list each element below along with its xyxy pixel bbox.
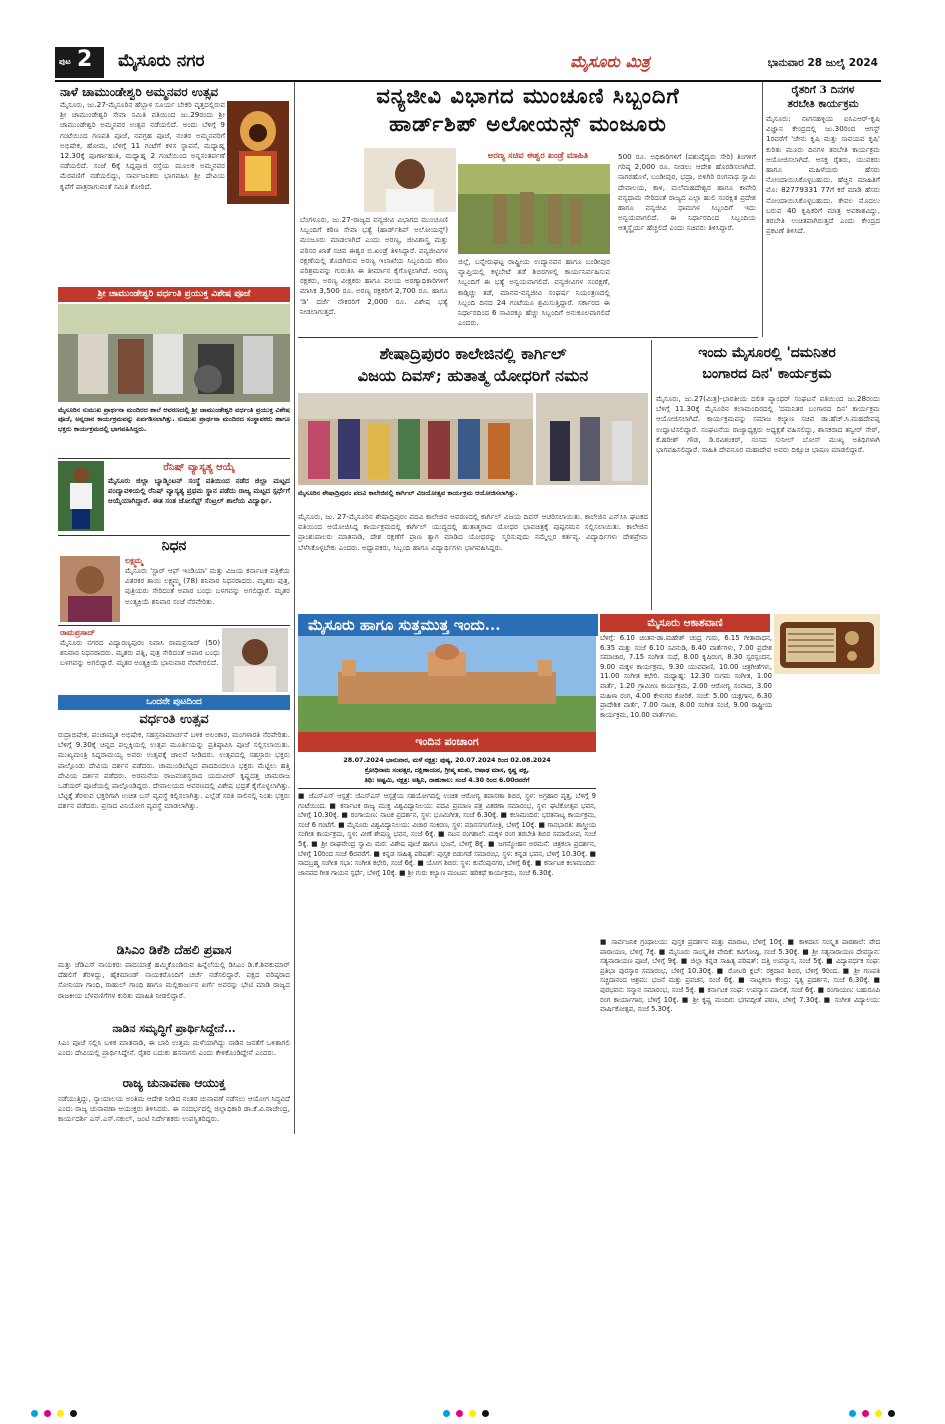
kargil-officials-photo: [536, 393, 648, 485]
kargil-headline-1: ಶೇಷಾದ್ರಿಪುರಂ ಕಾಲೇಜಿನಲ್ಲಿ ಕಾರ್ಗಿಲ್: [379, 344, 567, 363]
cont-story-1: ರುದ್ರಾಭಿಷೇಕ, ಪಂಚಾಮೃತ ಅಭಿಷೇಕ, ಸಹಸ್ರನಾಮಾರ್ಚನೆ ಬಳಿಕ ಅಲಂಕಾರ, ಮಂಗಳಾರತಿ ನೆರವೇರಿತು. ಬೆಳಿಗ್ಗೆ 9.30ಕ್ಕೆ ಚಿನ್ನದ ಪಲ್ಲಕ್ಕಿಯಲ್ಲಿ ಉತ್ಸವ ಮೂರ್ತಿಯನ್ನು ಪ್ರತಿಷ್ಠಾಪಿಸಿ ಪೂಜೆ ಸಲ್ಲಿಸಲಾಯಿತು. ಮುಖ್ಯಮಂತ್ರಿ ಸಿದ್ದರಾಮಯ್ಯ ಅವರು ಉತ್ಸವಕ್ಕೆ ಚಾಲನೆ ನೀಡಿದರು. ಉತ್ಸವದಲ್ಲಿ ಸಹಸ್ರಾರು ಭಕ್ತರು ಪಾಲ್ಗೊಂಡು ದೇವಿಯ ದರ್ಶನ ಪಡೆದರು. ಚಾಮುಂಡಿಬೆಟ್ಟದ ಪಾದದಿಂದಲೂ ಭಕ್ತರು ಮೆಟ್ಟಿಲು ಹತ್ತಿ ದೇವಿಯ ದರ್ಶನ ಪಡೆದರು. ಅರಮನೆಯ ರಾಜವಂಶಸ್ಥರಾದ ಯದುವೀರ್ ಕೃಷ್ಣದತ್ತ ಚಾಮರಾಜ ಒಡೆಯರ್ ಪೂಜೆಯಲ್ಲಿ ಪಾಲ್ಗೊಂಡಿದ್ದರು. ದೇವಾಲಯದ ಆವರಣದಲ್ಲಿ ವಿಶೇಷ ಭದ್ರತೆ ಕೈಗೊಳ್ಳಲಾಗಿತ್ತು. ಬೆಟ್ಟಕ್ಕೆ ತೆರಳುವ ಭಕ್ತರಿಗಾಗಿ ಉಚಿತ ಬಸ್ ವ್ಯವಸ್ಥೆ ಕಲ್ಪಿಸಲಾಗಿತ್ತು. ಎಲ್ಲೆಡೆ ಸರತಿ ಸಾಲಿನಲ್ಲಿ ನಿಂತು ಭಕ್ತರು ದರ್ಶನ ಪಡೆದರು. ಪ್ರಸಾದ ವಿನಿಯೋಗ ವ್ಯವಸ್ಥೆ ಮಾಡಲಾಗಿತ್ತು.: [58, 730, 290, 811]
radio-header: ಮೈಸೂರು ಆಕಾಶವಾಣಿ: [600, 614, 770, 632]
minister-photo: [364, 148, 456, 212]
caption-puja: ಮೈಸೂರಿನ ಸುಮುಖ ಪ್ರಾರ್ಥನಾ ಮಂದಿರದ ಶಾಲೆ ಆವರಣದಲ್ಲಿ ಶ್ರೀ ಚಾಮುಂಡೇಶ್ವರಿ ವರ್ಧಂತಿ ಪ್ರಯುಕ್ತ ವಿಶೇಷ ಪೂಜೆ, ಅನ್ನದಾನ ಕಾರ್ಯಕ್ರಮವನ್ನು ಏರ್ಪಡಿಸಲಾಗಿತ್ತು. ಸುಮುಖ ಪ್ರಾರ್ಥನಾ ಮಂದಿರದ ಸಂಸ್ಥಾಪಕರು ಹಾಗೂ ಭಕ್ತರು ಕಾರ್ಯಕ್ರಮದಲ್ಲಿ ಭಾಗವಹಿಸಿದ್ದರು.: [58, 406, 290, 433]
damanitara-headline-2: ಬಂಗಾರದ ದಿನ' ಕಾರ್ಯಕ್ರಮ: [702, 366, 832, 382]
palace-photo: [298, 636, 596, 732]
info-section-header: ಮೈಸೂರು ಹಾಗೂ ಸುತ್ತಮುತ್ತ ಇಂದು...: [298, 614, 598, 636]
kargil-story: ಮೈಸೂರು, ಜು. 27-ಮೈಸೂರಿನ ಶೇಷಾದ್ರಿಪುರಂ ಪದವಿ ಕಾಲೇಜಿನ ಆವರಣದಲ್ಲಿ ಕಾರ್ಗಿಲ್ ವಿಜಯ ದಿವಸ್ ಆಚರಿಸಲಾಯಿತು. ಕಾಲೇಜಿನ ಎನ್‌ಸಿಸಿ ಘಟಕದ ವತಿಯಿಂದ ಆಯೋಜಿಸಿದ್ದ ಕಾರ್ಯಕ್ರಮದಲ್ಲಿ ಕಾರ್ಗಿಲ್ ಯುದ್ಧದಲ್ಲಿ ಹುತಾತ್ಮರಾದ ಯೋಧರ ಭಾವಚಿತ್ರಕ್ಕೆ ಪುಷ್ಪನಮನ ಸಲ್ಲಿಸಲಾಯಿತು. ಕಾಲೇಜಿನ ಪ್ರಾಂಶುಪಾಲರು ಮಾತನಾಡಿ, ದೇಶ ರಕ್ಷಣೆಗೆ ಪ್ರಾಣ ತ್ಯಾಗ ಮಾಡಿದ ಯೋಧರನ್ನು ಸ್ಮರಿಸುವುದು ನಮ್ಮೆಲ್ಲರ ಕರ್ತವ್ಯ. ವಿದ್ಯಾರ್ಥಿಗಳು ದೇಶಪ್ರೇಮ ಬೆಳೆಸಿಕೊಳ್ಳಬೇಕು ಎಂದರು. ಅಧ್ಯಾಪಕರು, ಸಿಬ್ಬಂದಿ ಹಾಗೂ ವಿದ್ಯಾರ್ಥಿಗಳು ಭಾಗವಹಿಸಿದ್ದರು.: [298, 512, 648, 552]
cont-story-4: ನಡೆಯುತ್ತಿದ್ದು, ನ್ಯಾಯಾಲಯ ಅಂತಿಮ ಆದೇಶ ನೀಡಿದ ನಂತರ ಚುನಾವಣೆ ನಡೆಸಲು ಆಯೋಗ ಸಿದ್ಧವಿದೆ ಎಂದು ರಾಜ್ಯ ಚುನಾವಣಾ ಆಯುಕ್ತರು ತಿಳಿಸಿದರು. ಈ ಸಂದರ್ಭದಲ್ಲಿ ಜಿಲ್ಲಾಧಿಕಾರಿ ಡಾ.ಕೆ.ವಿ.ರಾಜೇಂದ್ರ, ಕಾರ್ಯದರ್ಶಿ ಎಸ್.ಎಸ್.ನಕುಲ್, ಜಂಟಿ ನಿರ್ದೇಶಕರು ಉಪಸ್ಥಿತರಿದ್ದರು.: [58, 1094, 290, 1124]
obit2-body: ಮೈಸೂರು ನಗರದ ವಿದ್ಯಾರಣ್ಯಪುರಂ ನಿವಾಸಿ ರಾಮಪ್ರಸಾದ್ (50) ಶನಿವಾರ ನಿಧನರಾದರು. ಮೃತರು ಪತ್ನಿ, ಪುತ್ರ ಸೇರಿದಂತೆ ಅಪಾರ ಬಂಧು ಬಳಗವನ್ನು ಅಗಲಿದ್ದಾರೆ. ಮೃತರ ಅಂತ್ಯಕ್ರಿಯೆ ಭಾನುವಾರ ನೆರವೇರಲಿದೆ.: [60, 638, 220, 668]
lead-body-col3: 500 ರೂ. ಅಧಿಕಾರಿಗಳಿಗೆ (ಪಶುವೈದ್ಯರು ಸೇರಿ) ತಿಂಗಳಿಗೆ ಗರಿಷ್ಠ 2,000 ರೂ. ನೀಡಲು ಆದೇಶ ಹೊರಡಿಸಲಾಗಿದೆ. ನಾಗರಹೊಳೆ, ಬಂಡೀಪುರ, ಭದ್ರಾ, ಬಿಳಿಗಿರಿ ರಂಗನಾಥ ಸ್ವಾಮಿ ದೇವಾಲಯ, ಕಾಳಿ, ಮಲೆಮಹದೇಶ್ವರ ಹಾಗೂ ಕಾವೇರಿ ವನ್ಯಧಾಮ ಸೇರಿದಂತೆ ರಾಜ್ಯದ ಎಲ್ಲಾ ಹುಲಿ ಸಂರಕ್ಷಿತ ಪ್ರದೇಶ ಹಾಗೂ ವನ್ಯಜೀವಿ ಧಾಮಗಳ ಸಿಬ್ಬಂದಿಗೆ ಇದು ಅನ್ವಯವಾಗಲಿದೆ. ಈ ನಿರ್ಧಾರದಿಂದ ಸಿಬ್ಬಂದಿಯ ಆತ್ಮಸ್ಥೈರ್ಯ ಹೆಚ್ಚಲಿದೆ ಎಂದು ಸಚಿವರು ತಿಳಿಸಿದ್ದಾರೆ.: [618, 152, 756, 233]
kargil-caption: ಮೈಸೂರಿನ ಶೇಷಾದ್ರಿಪುರಂ ಪದವಿ ಕಾಲೇಜಿನಲ್ಲಿ ಕಾರ್ಗಿಲ್ ವಿಜಯೋತ್ಸವ ಕಾರ್ಯಕ್ರಮ ಆಯೋಜಿಸಲಾಗಿತ್ತು.: [298, 489, 518, 497]
lead-headline-2: ಹಾರ್ಡ್‌ಶಿಪ್ ಅಲೋಯನ್ಸ್ ಮಂಜೂರು: [389, 111, 667, 136]
rule: [58, 625, 290, 626]
rule: [58, 458, 290, 459]
story-renish: ಮೈಸೂರು ಜಿಲ್ಲಾ ಬ್ಯಾಡ್ಮಿಂಟನ್ ಸಂಸ್ಥೆ ವತಿಯಿಂದ ನಡೆದ ಜಿಲ್ಲಾ ಮಟ್ಟದ ಪಂದ್ಯಾವಳಿಯಲ್ಲಿ ರೆನಿಷ್ ವ್ಯಾಸ್ಯತ್ಯ ಪ್ರಥಮ ಸ್ಥಾನ ಪಡೆದು ರಾಜ್ಯ ಮಟ್ಟದ ಸ್ಪರ್ಧೆಗೆ ಆಯ್ಕೆಯಾಗಿದ್ದಾರೆ. ಈತ ಸಂತ ಜೋಸೆಫ್ಸ್ ಸೆಂಟ್ರಲ್ ಶಾಲೆಯ ವಿದ್ಯಾರ್ಥಿ.: [108, 476, 290, 506]
obit2-name: ರಾಮಪ್ರಸಾದ್: [60, 628, 95, 637]
continued-banner: ಒಂದನೇ ಪುಟದಿಂದ: [58, 695, 290, 710]
column-rule-right: [762, 82, 763, 337]
panchanga-line1: 28.07.2024 ಭಾನುವಾರ, ಮಳೆ ನಕ್ಷತ್ರ: ಪುಷ್ಯ, 20.07.2024 ರಿಂದ 02.08.2024: [343, 756, 551, 764]
obituary-title: ನಿಧನ: [161, 538, 187, 554]
panchanga-line3: ತಿಥಿ: ಅಷ್ಟಮಿ, ನಕ್ಷತ್ರ: ಅಶ್ವಿನಿ, ರಾಹುಕಾಲ: ಸಂಜೆ 4.30 ರಿಂದ 6.00ರವರೆಗೆ: [364, 776, 530, 784]
page-number-box: [55, 47, 104, 78]
badminton-photo: [58, 461, 104, 531]
puja-photo: [58, 304, 290, 402]
column-rule-left: [294, 82, 295, 1134]
training-headline-1: ರೈತರಿಗೆ 3 ದಿನಗಳ: [791, 84, 855, 96]
story-utsava: ಮೈಸೂರು, ಜು.27-ಮೈಸೂರಿನ ಹೆಬ್ಬಾಳ ಸೂರ್ಯ ಬೇಕರಿ ವೃತ್ತದಲ್ಲಿರುವ ಶ್ರೀ ಚಾಮುಂಡೇಶ್ವರಿ ಸೇವಾ ಸಮಿತಿ ವತಿಯಿಂದ ಜು.29ರಂದು ಶ್ರೀ ಚಾಮುಂಡೇಶ್ವರಿ ಅಮ್ಮನವರ ಉತ್ಸವ ನಡೆಯಲಿದೆ. ಅಂದು ಬೆಳಿಗ್ಗೆ 9 ಗಂಟೆಯಿಂದ ಗಣಪತಿ ಪೂಜೆ, ನವಗ್ರಹ ಪೂಜೆ, ನಂತರ ಅಮ್ಮನವರಿಗೆ ಅಭಿಷೇಕ, ಹೋಮ, ಬೆಳಿಗ್ಗೆ 11 ಗಂಟೆಗೆ ಕಳಸ ಸ್ಥಾಪನೆ, ಮಧ್ಯಾಹ್ನ 12.30ಕ್ಕೆ ಪೂರ್ಣಾಹುತಿ, ಮಧ್ಯಾಹ್ನ 2 ಗಂಟೆಯಿಂದ ಅನ್ನಸಂತರ್ಪಣೆ ನಡೆಯಲಿದೆ. ಸಂಜೆ 6ಕ್ಕೆ ಸಿದ್ದಪ್ಪಾಜಿ ರಸ್ತೆಯ ಮೂಲಕ ಅಮ್ಮನವರ ಮೆರವಣಿಗೆ ನಡೆಯಲಿದ್ದು, ಸಾರ್ವಜನಿಕರು ಭಾಗವಹಿಸಿ ಶ್ರೀ ದೇವಿಯ ಕೃಪೆಗೆ ಪಾತ್ರರಾಗುವಂತೆ ಸಮಿತಿ ಕೋರಿದೆ.: [60, 100, 225, 191]
training-story: ಮೈಸೂರು: ನಾಗನಹಳ್ಳಿಯ ಐಸಿಎಆರ್-ಕೃಷಿ ವಿಜ್ಞಾನ ಕೇಂದ್ರದಲ್ಲಿ ಜು.30ರಿಂದ ಆಗಸ್ಟ್ 1ರವರೆಗೆ 'ಜೇನು ಕೃಷಿ ಮತ್ತು ಸಾವಯವ ಕೃಷಿ' ಕುರಿತು ಮೂರು ದಿನಗಳ ತರಬೇತಿ ಕಾರ್ಯಕ್ರಮ ಆಯೋಜಿಸಲಾಗಿದೆ. ಆಸಕ್ತ ರೈತರು, ಯುವಕರು ಹಾಗೂ ಮಹಿಳೆಯರು ಹೆಸರು ನೋಂದಾಯಿಸಿಕೊಳ್ಳಬಹುದು. ಹೆಚ್ಚಿನ ಮಾಹಿತಿಗೆ ಮೊ: 82779331 77ಗೆ ಕರೆ ಮಾಡಿ ಹೆಸರು ನೋಂದಾಯಿಸಿಕೊಳ್ಳಬಹುದು. ಕೇವಲ ಮೊದಲು ಬರುವ 40 ಕೃಷಿಕರಿಗೆ ಮಾತ್ರ ಅವಕಾಶವಿದ್ದು, ತರಬೇತಿ ಉಚಿತವಾಗಿರುತ್ತದೆ ಎಂದು ಕೇಂದ್ರದ ಪ್ರಕಟಣೆ ತಿಳಿಸಿದೆ.: [766, 114, 880, 236]
cont-headline-1: ವರ್ಧಂತಿ ಉತ್ಸವ: [139, 712, 209, 727]
training-headline-2: ತರಬೇತಿ ಕಾರ್ಯಕ್ರಮ: [787, 98, 859, 110]
brand-logo: ಮೈಸೂರು ಮಿತ್ರ: [570, 52, 650, 71]
kargil-headline-2: ವಿಜಯ ದಿವಸ್; ಹುತಾತ್ಮ ಯೋಧರಿಗೆ ನಮನ: [357, 366, 589, 385]
kargil-group-photo: [298, 393, 533, 485]
lead-headline-1: ವನ್ಯಜೀವಿ ವಿಭಾಗದ ಮುಂಚೂಣಿ ಸಿಬ್ಬಂದಿಗೆ: [376, 83, 680, 108]
registration-marks-right: [846, 1402, 898, 1421]
obit1-body: ಮೈಸೂರು 'ಸ್ಟಾರ್ ಆಫ್ ಇಂಡಿಯಾ' ಮತ್ತು ವಿಜಯ ಕರ್ನಾಟಕ ಪತ್ರಿಕೆಯ ವಿತರಕರ ತಾಯಿ ಲಕ್ಷ್ಮಮ್ಮ (78) ಶನಿವಾರ ನಿಧನರಾದರು. ಮೃತರು ಪುತ್ರ, ಪುತ್ರಿಯರು ಸೇರಿದಂತೆ ಅಪಾರ ಬಂಧು ಬಳಗವನ್ನು ಅಗಲಿದ್ದಾರೆ. ಮೃತರ ಅಂತ್ಯಕ್ರಿಯೆ ಶನಿವಾರ ಸಂಜೆ ನೆರವೇರಿತು.: [125, 566, 290, 606]
lower-events-list: ■ ಸಾರ್ವಜನಿಕ ಗ್ರಂಥಾಲಯ: ಪುಸ್ತಕ ಪ್ರದರ್ಶನ ಮತ್ತು ಮಾರಾಟ, ಬೆಳಿಗ್ಗೆ 10ಕ್ಕೆ. ■ ಕಾಳಿದಾಸ ಸಂಸ್ಕೃತ ಪಾಠಶಾಲೆ: ವೇದ ಪಾರಾಯಣ, ಬೆಳಿಗ್ಗೆ 7ಕ್ಕೆ. ■ ಮೈಸೂರು ಸಾಂಸ್ಕೃತಿಕ ವೇದಿಕೆ: ಕವಿಗೋಷ್ಠಿ, ಸಂಜೆ 5.30ಕ್ಕೆ. ■ ಶ್ರೀ ಸತ್ಯನಾರಾಯಣ ದೇವಸ್ಥಾನ: ಸತ್ಯನಾರಾಯಣ ಪೂಜೆ, ಬೆಳಿಗ್ಗೆ 9ಕ್ಕೆ. ■ ಜಿಲ್ಲಾ ಕನ್ನಡ ಸಾಹಿತ್ಯ ಪರಿಷತ್: ದತ್ತಿ ಉಪನ್ಯಾಸ, ಸಂಜೆ 5ಕ್ಕೆ. ■ ವಿದ್ಯಾವರ್ಧಕ ಸಂಘ: ಪ್ರತಿಭಾ ಪುರಸ್ಕಾರ ಸಮಾರಂಭ, ಬೆಳಿಗ್ಗೆ 10.30ಕ್ಕೆ. ■ ರೋಟರಿ ಕ್ಲಬ್: ರಕ್ತದಾನ ಶಿಬಿರ, ಬೆಳಿಗ್ಗೆ 9ರಿಂದ. ■ ಶ್ರೀ ಗಣಪತಿ ಸಚ್ಚಿದಾನಂದ ಆಶ್ರಮ: ಭಜನೆ ಮತ್ತು ಪ್ರವಚನ, ಸಂಜೆ 6ಕ್ಕೆ. ■ ನಾಟ್ಯಕಲಾ ಕೇಂದ್ರ: ನೃತ್ಯ ಪ್ರದರ್ಶನ, ಸಂಜೆ 6.30ಕ್ಕೆ. ■ ಪುರಭವನ: ಸನ್ಮಾನ ಸಮಾರಂಭ, ಸಂಜೆ 5ಕ್ಕೆ. ■ ಕರ್ನಾಟಕ ಸಂಘ: ಉಪನ್ಯಾಸ ಮಾಲಿಕೆ, ಸಂಜೆ 6ಕ್ಕೆ. ■ ರಂಗಾಯಣ: ಬಹುರೂಪಿ ರಂಗ ಕಾರ್ಯಾಗಾರ, ಬೆಳಿಗ್ಗೆ 10ಕ್ಕೆ. ■ ಶ್ರೀ ಕೃಷ್ಣ ಮಂದಿರ: ಭಗವದ್ಗೀತೆ ಪಠಣ, ಬೆಳಿಗ್ಗೆ 7.30ಕ್ಕೆ. ■ ಸಂಗೀತ ವಿದ್ಯಾಲಯ: ವಾರ್ಷಿಕೋತ್ಸವ, ಸಂಜೆ 5.30ಕ್ಕೆ.: [600, 938, 880, 1014]
forest-staff-photo: [458, 164, 610, 254]
cont-story-3: ಸಿಎಂ ಪೂಜೆ ಸಲ್ಲಿಸಿ ಬಳಿಕ ಮಾತನಾಡಿ, ಈ ಬಾರಿ ಉತ್ತಮ ಮಳೆಯಾಗಿದ್ದು ನಾಡಿನ ಜನತೆಗೆ ಒಳಿತಾಗಲಿ ಎಂದು ದೇವಿಯಲ್ಲಿ ಪ್ರಾರ್ಥಿಸಿದ್ದೇನೆ. ರೈತರ ಬದುಕು ಹಸನಾಗಲಿ ಎಂದು ಕೇಳಿಕೊಂಡಿದ್ದೇನೆ ಎಂದರು.: [58, 1038, 290, 1058]
rule: [58, 535, 290, 536]
headline-renish: ರೆನಿಷ್ ವ್ಯಾಸ್ಯತ್ಯ ಆಯ್ಕೆ: [163, 462, 235, 473]
lead-body-col2: ಜಿಲ್ಲೆ, ಬನ್ನೇರುಘಟ್ಟ ರಾಷ್ಟ್ರೀಯ ಉದ್ಯಾನವನ ಹಾಗೂ ಬಂಡೀಪುರ ವ್ಯಾಪ್ತಿಯಲ್ಲಿ ಕಳ್ಳಬೇಟೆ ತಡೆ ಶಿಬಿರಗಳಲ್ಲಿ ಕಾರ್ಯನಿರ್ವಹಿಸುವ ಸಿಬ್ಬಂದಿಗೆ ಈ ಭತ್ಯೆ ಅನ್ವಯವಾಗಲಿದೆ. ವನ್ಯಜೀವಿಗಳ ಸಂರಕ್ಷಣೆ, ಕಾಡ್ಗಿಚ್ಚು ತಡೆ, ಮಾನವ-ವನ್ಯಜೀವಿ ಸಂಘರ್ಷ ನಿಯಂತ್ರಣದಲ್ಲಿ ಸಿಬ್ಬಂದಿ ದಿನದ 24 ಗಂಟೆಯೂ ಶ್ರಮಿಸುತ್ತಿದ್ದಾರೆ. ಸರ್ಕಾರದ ಈ ನಿರ್ಧಾರದಿಂದ 6 ಸಾವಿರಕ್ಕೂ ಹೆಚ್ಚು ಸಿಬ್ಬಂದಿಗೆ ಅನುಕೂಲವಾಗಲಿದೆ ಎಂದರು.: [458, 257, 610, 328]
panchanga-title: ಇಂದಿನ ಪಂಚಾಂಗ: [298, 732, 596, 752]
portrait-ramaprasad: [222, 628, 288, 692]
registration-marks-center: [440, 1402, 492, 1421]
column-rule-mid: [651, 340, 652, 610]
radio-schedule: ಬೆಳಿಗ್ಗೆ: 6.10 ಚಿಂತನ-ಡಾ.ಮಹೇಶ್ ಚಂದ್ರ ಗುರು, 6.15 ಗೀತಾರಾಧನ, 6.35 ಮತ್ತು ಸಂಜೆ 6.10 ಸವಿನುಡಿ, 6.40 ವಾರ್ತೆಗಳು, 7.00 ಪ್ರದೇಶ ಸಮಾಚಾರ, 7.15 ಸಂಗೀತ ಸುಧೆ, 8.00 ಕೃಷಿರಂಗ, 8.30 ಸ್ವರಸ್ಪಂದನ, 9.00 ಮಕ್ಕಳ ಕಾರ್ಯಕ್ರಮ, 9.30 ಯುವವಾಣಿ, 10.00 ಚಿತ್ರಗೀತೆಗಳು, 11.00 ಸಂಗೀತ ಕಛೇರಿ. ಮಧ್ಯಾಹ್ನ: 12.30 ಸುಗಮ ಸಂಗೀತ, 1.00 ವಾರ್ತೆ, 1.20 ಗ್ರಾಮೀಣ ಕಾರ್ಯಕ್ರಮ, 2.00 ಆರೋಗ್ಯ ಸಂವಾದ, 3.00 ಮಹಿಳಾ ರಂಗ, 4.00 ಕೇಳುಗರ ಕೋರಿಕೆ. ಸಂಜೆ: 5.00 ಯಕ್ಷಗಾನ, 6.30 ಪ್ರಾದೇಶಿಕ ವಾರ್ತೆ, 7.00 ನಾಟಕ, 8.00 ಸಂಗೀತ ಸಂಜೆ, 9.00 ರಾಷ್ಟ್ರೀಯ ಕಾರ್ಯಕ್ರಮ, 10.00 ವಾರ್ತೆಗಳು.: [600, 634, 772, 719]
lead-body-col1: ಬೆಂಗಳೂರು, ಜು.27-ರಾಜ್ಯದ ವನ್ಯಜೀವಿ ವಿಭಾಗದ ಮುಂಚೂಣಿ ಸಿಬ್ಬಂದಿಗೆ ಕಠಿಣ ಸೇವಾ ಭತ್ಯೆ (ಹಾರ್ಡ್‌ಶಿಪ್ ಅಲೋಯನ್ಸ್) ಮಂಜೂರು ಮಾಡಲಾಗಿದೆ ಎಂದು ಅರಣ್ಯ, ಜೀವಿಶಾಸ್ತ್ರ ಮತ್ತು ಪರಿಸರ ಖಾತೆ ಸಚಿವ ಈಶ್ವರ ಬಿ.ಖಂಡ್ರೆ ತಿಳಿಸಿದ್ದಾರೆ. ವನ್ಯಜೀವಿಗಳ ರಕ್ಷಣೆಯಲ್ಲಿ ತೊಡಗಿರುವ ಅರಣ್ಯ ಇಲಾಖೆಯ ಸಿಬ್ಬಂದಿಯ ಕಠಿಣ ಪರಿಶ್ರಮವನ್ನು ಗುರುತಿಸಿ ಈ ತೀರ್ಮಾನ ಕೈಗೊಳ್ಳಲಾಗಿದೆ. ಅರಣ್ಯ ರಕ್ಷಕರು, ಅರಣ್ಯ ವೀಕ್ಷಕರು ಹಾಗೂ ವಲಯ ಅರಣ್ಯಾಧಿಕಾರಿಗಳಿಗೆ ಮಾಸಿಕ 3,500 ರೂ. ಅರಣ್ಯ ರಕ್ಷಕರಿಗೆ 2,700 ರೂ. ಹಾಗೂ 'ಡಿ' ದರ್ಜೆ ನೌಕರರಿಗೆ 2,000 ರೂ. ವಿಶೇಷ ಭತ್ಯೆ ನೀಡಲಾಗುತ್ತದೆ.: [300, 215, 448, 316]
portrait-lakshmamma: [60, 556, 120, 622]
page-number: 2: [77, 47, 93, 72]
cont-headline-2: ಡಿಸಿಎಂ ಡಿಕೆಶಿ ದೆಹಲಿ ಪ್ರವಾಸ: [116, 942, 232, 957]
registration-marks-left: [28, 1402, 80, 1421]
panchanga-line2: ಕ್ರೋಧಿನಾಮ ಸಂವತ್ಸರ, ದಕ್ಷಿಣಾಯನ, ಗ್ರೀಷ್ಮ ಋತು, ಆಷಾಢ ಮಾಸ, ಕೃಷ್ಣ ಪಕ್ಷ,: [364, 766, 530, 774]
rule: [298, 337, 758, 338]
damanitara-headline-1: ಇಂದು ಮೈಸೂರಲ್ಲಿ 'ದಮನಿತರ: [698, 345, 836, 361]
cont-headline-4: ರಾಜ್ಯ ಚುನಾವಣಾ ಆಯುಕ್ತ: [122, 1076, 226, 1090]
rule: [298, 788, 596, 789]
lead-quote: ಅರಣ್ಯ ಸಚಿವ ಈಶ್ವರ ಖಂಡ್ರೆ ಮಾಹಿತಿ: [487, 151, 589, 161]
events-list: ■ ಜೆಎಸ್‌ಎಸ್ ಆಸ್ಪತ್ರೆ: ಜೆಎಸ್‌ಎಸ್ ಆಸ್ಪತ್ರೆಯ ಸಹಯೋಗದಲ್ಲಿ ಉಚಿತ ಆರೋಗ್ಯ ತಪಾಸಣಾ ಶಿಬಿರ, ಸ್ಥಳ: ಅಗ್ರಹಾರ ವೃತ್ತ, ಬೆಳಿಗ್ಗೆ 9 ಗಂಟೆಯಿಂದ. ■ ಕರ್ನಾಟಕ ರಾಜ್ಯ ಮುಕ್ತ ವಿಶ್ವವಿದ್ಯಾನಿಲಯ: ಪದವಿ ಪ್ರಮಾಣ ಪತ್ರ ವಿತರಣಾ ಸಮಾರಂಭ, ಸ್ಥಳ: ಘಟಿಕೋತ್ಸವ ಭವನ, ಬೆಳಿಗ್ಗೆ 10.30ಕ್ಕೆ. ■ ರಂಗಾಯಣ: ನಾಟಕ ಪ್ರದರ್ಶನ, ಸ್ಥಳ: ಭೂಮಿಗೀತ, ಸಂಜೆ 6.30ಕ್ಕೆ. ■ ಕಲಾಮಂದಿರ: ಭರತನಾಟ್ಯ ಕಾರ್ಯಕ್ರಮ, ಸಂಜೆ 6 ಗಂಟೆಗೆ. ■ ಮೈಸೂರು ವಿಶ್ವವಿದ್ಯಾನಿಲಯ: ವಿಚಾರ ಸಂಕಿರಣ, ಸ್ಥಳ: ಮಾನಸಗಂಗೋತ್ರಿ, ಬೆಳಿಗ್ಗೆ 10ಕ್ಕೆ. ■ ಗಾನಭಾರತಿ: ಶಾಸ್ತ್ರೀಯ ಸಂಗೀತ ಕಾರ್ಯಕ್ರಮ, ಸ್ಥಳ: ವೀಣೆ ಶೇಷಣ್ಣ ಭವನ, ಸಂಜೆ 6ಕ್ಕೆ. ■ ನಟನ ರಂಗಶಾಲೆ: ಮಕ್ಕಳ ರಂಗ ತರಬೇತಿ ಶಿಬಿರ ಸಮಾರೋಪ, ಸಂಜೆ 5ಕ್ಕೆ. ■ ಶ್ರೀ ರಾಘವೇಂದ್ರ ಸ್ವಾಮಿ ಮಠ: ವಿಶೇಷ ಪೂಜೆ ಹಾಗೂ ಭಜನೆ, ಬೆಳಿಗ್ಗೆ 8ಕ್ಕೆ. ■ ಜಗನ್ಮೋಹನ ಅರಮನೆ: ಚಿತ್ರಕಲಾ ಪ್ರದರ್ಶನ, ಬೆಳಿಗ್ಗೆ 10ರಿಂದ ಸಂಜೆ 6ರವರೆಗೆ. ■ ಕನ್ನಡ ಸಾಹಿತ್ಯ ಪರಿಷತ್: ಪುಸ್ತಕ ಬಿಡುಗಡೆ ಸಮಾರಂಭ, ಸ್ಥಳ: ಕನ್ನಡ ಭವನ, ಬೆಳಿಗ್ಗೆ 10.30ಕ್ಕೆ. ■ ನಾದಬ್ರಹ್ಮ ಸಂಗೀತ ಸಭಾ: ಸಂಗೀತ ಕಛೇರಿ, ಸಂಜೆ 6ಕ್ಕೆ. ■ ಯೋಗ ಶಿಬಿರ: ಸ್ಥಳ: ಕುವೆಂಪುನಗರ, ಬೆಳಿಗ್ಗೆ 6ಕ್ಕೆ. ■ ಕರ್ನಾಟಕ ಕಲಾಮಂದಿರ: ಜಾನಪದ ಗೀತ ಗಾಯನ ಸ್ಪರ್ಧೆ, ಬೆಳಿಗ್ಗೆ 10ಕ್ಕೆ. ■ ಶ್ರೀ ಗುರು ಕಲ್ಯಾಣ ಮಂಟಪ: ಹರಿಕಥೆ ಕಾರ್ಯಕ್ರಮ, ಸಂಜೆ 6.30ಕ್ಕೆ.: [298, 792, 596, 877]
section-title: ಮೈಸೂರು ನಗರ: [118, 51, 205, 71]
damanitara-story: ಮೈಸೂರು, ಜು.27(ಮಿತ್ರ)-ಭಾರತೀಯ ದಲಿತ ಪ್ಯಾಂಥರ್ ಸಂಘಟನೆ ವತಿಯಿಂದ ಜು.28ರಂದು ಬೆಳಿಗ್ಗೆ 11.30ಕ್ಕೆ ಮೈಸೂರಿನ ಕಲಾಮಂದಿರದಲ್ಲಿ 'ದಮನಿತರ ಬಂಗಾರದ ದಿನ' ಕಾರ್ಯಕ್ರಮ ಆಯೋಜಿಸಲಾಗಿದೆ. ಕಾರ್ಯಕ್ರಮವನ್ನು ಸಮಾಜ ಕಲ್ಯಾಣ ಸಚಿವ ಡಾ.ಹೆಚ್.ಸಿ.ಮಹದೇವಪ್ಪ ಉದ್ಘಾಟಿಸಲಿದ್ದಾರೆ. ಸಂಘಟನೆಯ ರಾಜ್ಯಾಧ್ಯಕ್ಷರು ಅಧ್ಯಕ್ಷತೆ ವಹಿಸಲಿದ್ದು, ಶಾಸಕರಾದ ತನ್ವೀರ್ ಸೇಠ್, ಕೆ.ಹರೀಶ್ ಗೌಡ, ಡಿ.ರವಿಶಂಕರ್, ಸಂಸದ ಸುನೀಲ್ ಬೋಸ್ ಮುಖ್ಯ ಅತಿಥಿಗಳಾಗಿ ಭಾಗವಹಿಸಲಿದ್ದಾರೆ. ಸಾಹಿತಿ ದೇವನೂರ ಮಹಾದೇವ ಅವರು ದಿಕ್ಸೂಚಿ ಭಾಷಣ ಮಾಡಲಿದ್ದಾರೆ.: [656, 394, 880, 455]
dateline: ಭಾನುವಾರ 28 ಜುಲೈ 2024: [767, 57, 878, 69]
cont-story-2: ಮತ್ತು ಜೆಡಿಎಸ್ ನಾಯಕರು ಪಾದಯಾತ್ರೆ ಹಮ್ಮಿಕೊಂಡಿರುವ ಹಿನ್ನೆಲೆಯಲ್ಲಿ ಡಿಸಿಎಂ ಡಿ.ಕೆ.ಶಿವಕುಮಾರ್ ದೆಹಲಿಗೆ ತೆರಳಿದ್ದು, ಹೈಕಮಾಂಡ್ ನಾಯಕರೊಂದಿಗೆ ಚರ್ಚೆ ನಡೆಸಲಿದ್ದಾರೆ. ಪಕ್ಷದ ವರಿಷ್ಠರಾದ ಸೋನಿಯಾ ಗಾಂಧಿ, ರಾಹುಲ್ ಗಾಂಧಿ ಹಾಗೂ ಮಲ್ಲಿಕಾರ್ಜುನ ಖರ್ಗೆ ಅವರನ್ನು ಭೇಟಿ ಮಾಡಿ ರಾಜ್ಯದ ರಾಜಕೀಯ ಬೆಳವಣಿಗೆಗಳ ಕುರಿತು ಮಾಹಿತಿ ನೀಡಲಿದ್ದಾರೆ.: [58, 960, 290, 1000]
page-label: ಪುಟ: [59, 57, 71, 66]
headline-utsava: ನಾಳೆ ಚಾಮುಂಡೇಶ್ವರಿ ಅಮ್ಮನವರ ಉತ್ಸವ: [60, 85, 219, 99]
cont-headline-3: ನಾಡಿನ ಸಮೃದ್ಧಿಗೆ ಪ್ರಾರ್ಥಿಸಿದ್ದೇನೆ...: [112, 1022, 236, 1035]
obit1-name: ಲಕ್ಷ್ಮಮ್ಮ: [125, 556, 143, 565]
radio-icon: [774, 614, 880, 674]
goddess-photo: [227, 101, 289, 204]
banner-varshika-puja: ಶ್ರೀ ಚಾಮುಂಡೇಶ್ವರಿ ವರ್ಧಂತಿ ಪ್ರಯುಕ್ತ ವಿಶೇಷ ಪೂಜೆ: [58, 287, 290, 302]
